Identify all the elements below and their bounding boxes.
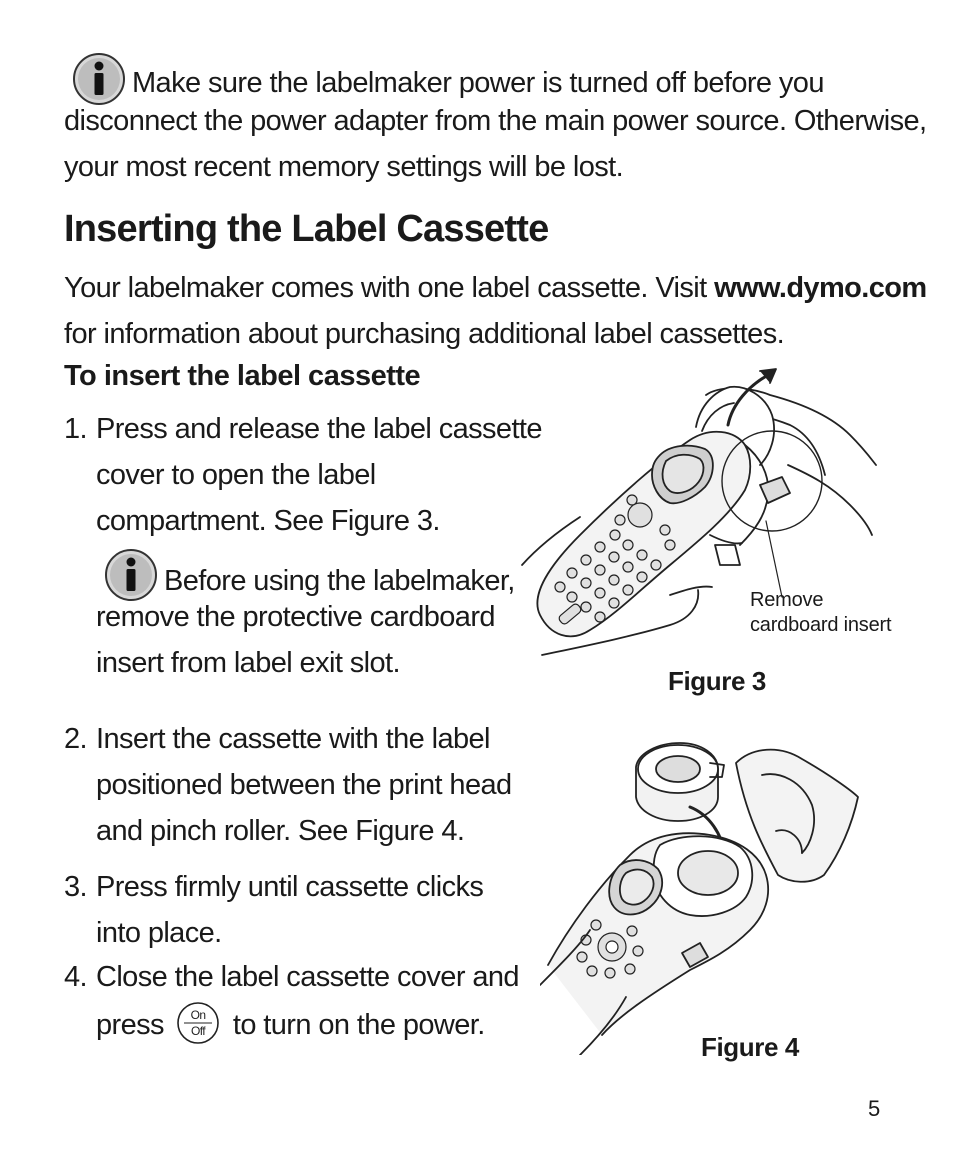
note-text: Before using the labelmaker, [164,565,515,597]
figure-4-caption: Figure 4 [701,1032,799,1062]
step-number: 4. [64,961,87,993]
figure-3-caption: Figure 3 [668,666,766,696]
step-text: Insert the cassette with the label [96,723,490,755]
note-top-line-3: your most recent memory settings will be lost. [64,151,624,183]
step-4 [64,954,519,1046]
step-text: Press firmly until cassette clicks [96,871,484,903]
step-text: to turn on the power. [232,1009,485,1041]
step-3 [64,864,514,956]
intro-line-1 [64,265,927,311]
note-top-line-1 [64,52,924,98]
step-text: and pinch roller. See Figure 4. [96,815,465,847]
note-top [64,52,927,190]
note-top-text-1: Make sure the labelmaker power is turned off before you [132,67,824,99]
callout-line-1: Remove [750,589,824,611]
step-text: cover to open the label [96,459,376,491]
procedure-subheading: To insert the label cassette [64,360,421,392]
step-2 [64,716,514,854]
figure-4-illustration [540,735,870,1055]
step-text: Close the label cassette cover and [96,961,519,993]
section-intro [64,265,927,357]
intro-text: Your labelmaker comes with one label cassette. Visit [64,272,715,304]
section-heading: Inserting the Label Cassette [64,208,549,250]
on-label: On [190,1008,206,1022]
off-label: Off [191,1024,206,1038]
intro-line-2: for information about purchasing additional label cassettes. [64,318,785,350]
step-text: Press and release the label cassette [96,413,542,445]
step-number: 2. [64,723,87,755]
figure-3-callout [750,588,891,638]
on-off-button-icon [175,1000,221,1046]
note-text: insert from label exit slot. [96,647,400,679]
step-1 [64,406,542,544]
step-number: 1. [64,413,87,445]
note-text: remove the protective cardboard [96,601,495,633]
step-text: compartment. See Figure 3. [96,505,440,537]
step-text: positioned between the print head [96,769,512,801]
step-text: press [96,1009,164,1041]
step-1-note [96,548,516,686]
page-number: 5 [868,1096,881,1121]
dymo-link[interactable]: www.dymo.com [714,272,927,304]
step-text: into place. [96,917,222,949]
step-number: 3. [64,871,87,903]
note-top-line-2: disconnect the power adapter from the main power source. Otherwise, [64,105,927,137]
callout-line-2: cardboard insert [750,614,892,636]
